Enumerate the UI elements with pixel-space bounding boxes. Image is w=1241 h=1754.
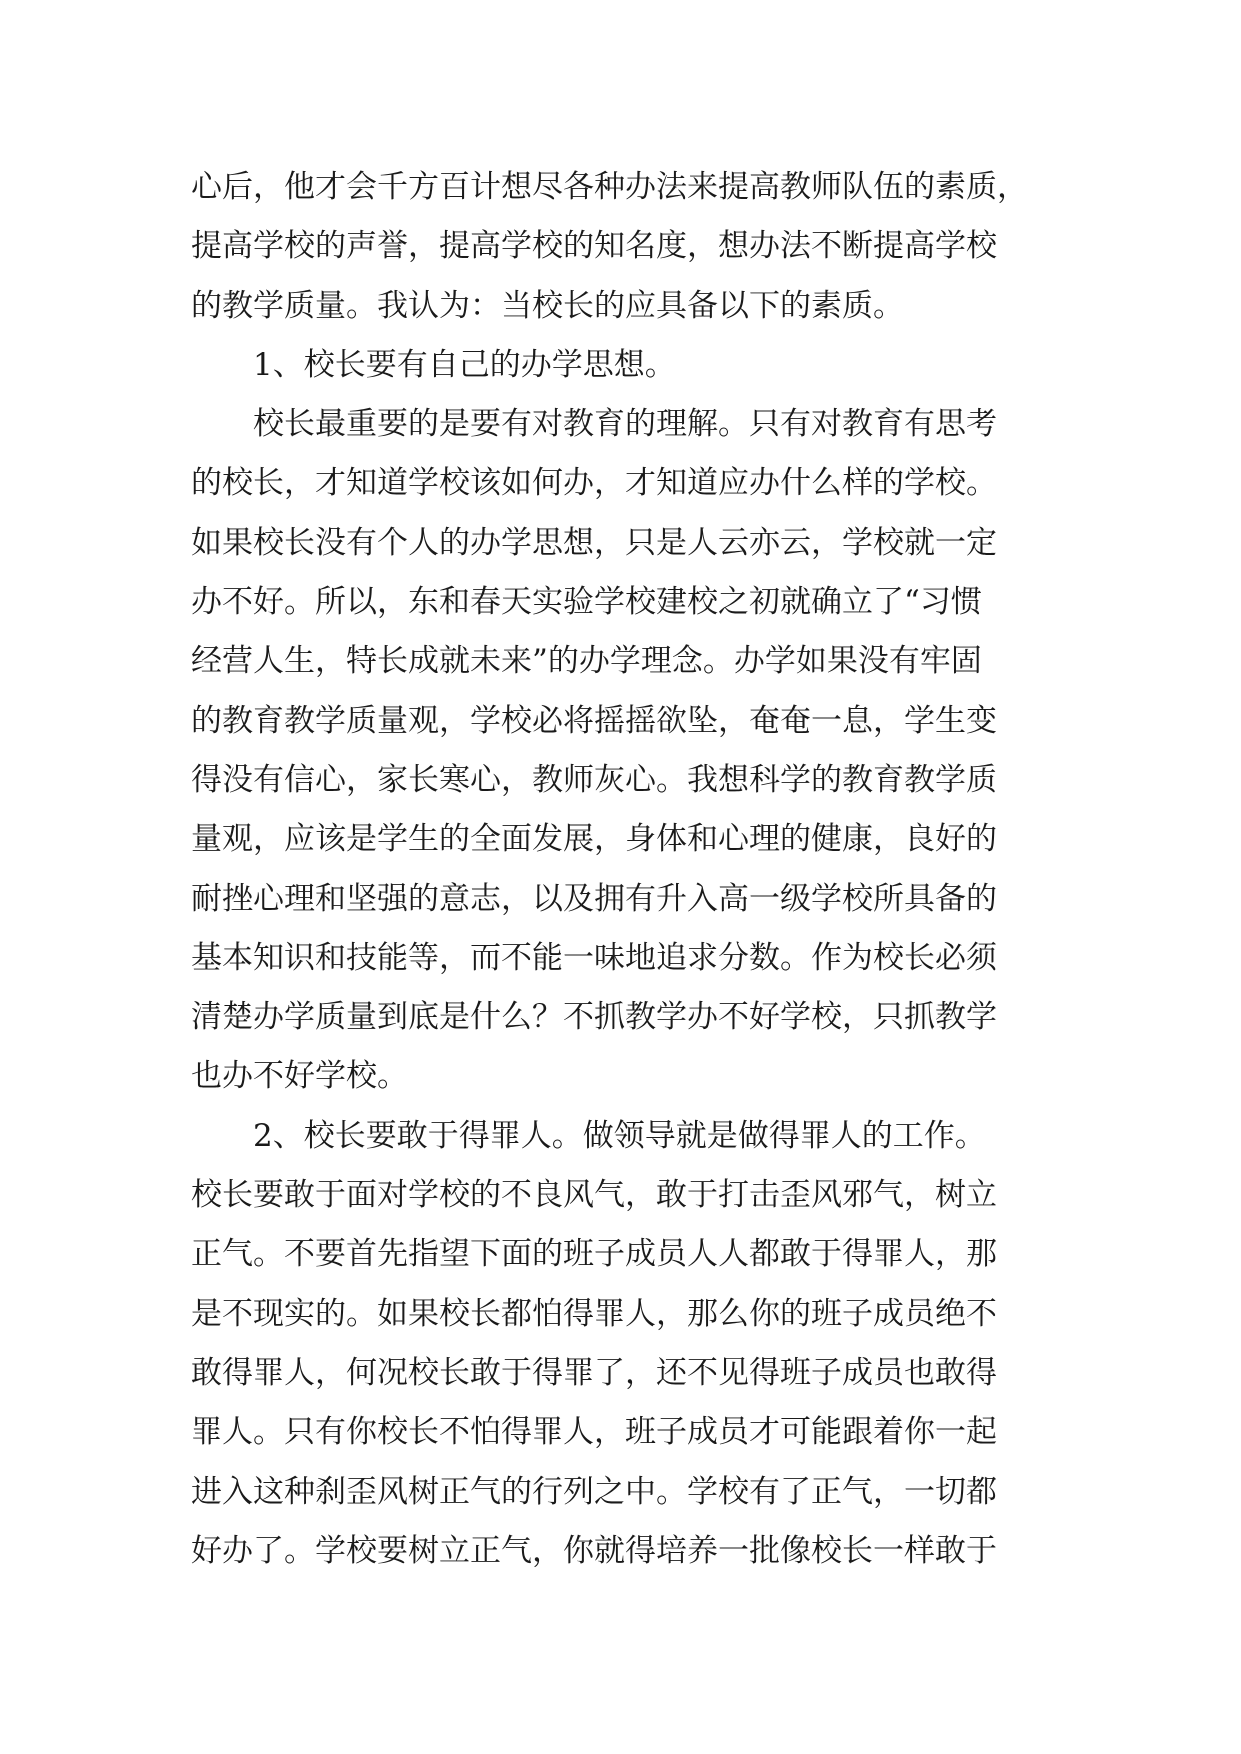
- text-line: 进入这种刹歪风树正气的行列之中。学校有了正气，一切都: [191, 1473, 997, 1510]
- text-line: 的校长，才知道学校该如何办，才知道应办什么样的学校。: [191, 465, 997, 502]
- text-line: 的教学质量。我认为：当校长的应具备以下的素质。: [191, 287, 904, 324]
- text-line: 也办不好学校。: [191, 1058, 408, 1095]
- text-line: 基本知识和技能等，而不能一味地追求分数。作为校长必须: [191, 939, 997, 976]
- text-line: 量观，应该是学生的全面发展，身体和心理的健康，良好的: [191, 821, 997, 858]
- text-line: 提高学校的声誉，提高学校的知名度，想办法不断提高学校: [191, 228, 997, 265]
- text-line: 罪人。只有你校长不怕得罪人，班子成员才可能跟着你一起: [191, 1414, 997, 1451]
- text-line: 得没有信心，家长寒心，教师灰心。我想科学的教育教学质: [191, 761, 997, 798]
- text-line: 清楚办学质量到底是什么？不抓教学办不好学校，只抓教学: [191, 999, 997, 1036]
- body-text: [191, 158, 1071, 1581]
- text-line: 经营人生，特长成就未来”的办学理念。办学如果没有牢固: [191, 643, 982, 680]
- text-line: 校长最重要的是要有对教育的理解。只有对教育有思考: [253, 406, 997, 443]
- text-line: 正气。不要首先指望下面的班子成员人人都敢于得罪人，那: [191, 1236, 997, 1273]
- text-line: 办不好。所以，东和春天实验学校建校之初就确立了“习惯: [191, 584, 982, 621]
- text-line: 心后，他才会千方百计想尽各种办法来提高教师队伍的素质，: [191, 169, 1028, 205]
- text-line: 如果校长没有个人的办学思想，只是人云亦云，学校就一定: [191, 524, 997, 561]
- section-heading-1: 1、校长要有自己的办学思想。: [253, 346, 676, 383]
- text-line: 校长要敢于面对学校的不良风气，敢于打击歪风邪气，树立: [191, 1177, 997, 1214]
- text-line: 敢得罪人，何况校长敢于得罪了，还不见得班子成员也敢得: [191, 1354, 997, 1391]
- text-line: 好办了。学校要树立正气，你就得培养一批像校长一样敢于: [191, 1532, 997, 1569]
- text-line: 的教育教学质量观，学校必将摇摇欲坠，奄奄一息，学生变: [191, 702, 997, 739]
- text-line: 是不现实的。如果校长都怕得罪人，那么你的班子成员绝不: [191, 1295, 997, 1332]
- section-heading-2: 2、校长要敢于得罪人。做领导就是做得罪人的工作。: [253, 1117, 986, 1154]
- text-line: 耐挫心理和坚强的意志，以及拥有升入高一级学校所具备的: [191, 880, 997, 917]
